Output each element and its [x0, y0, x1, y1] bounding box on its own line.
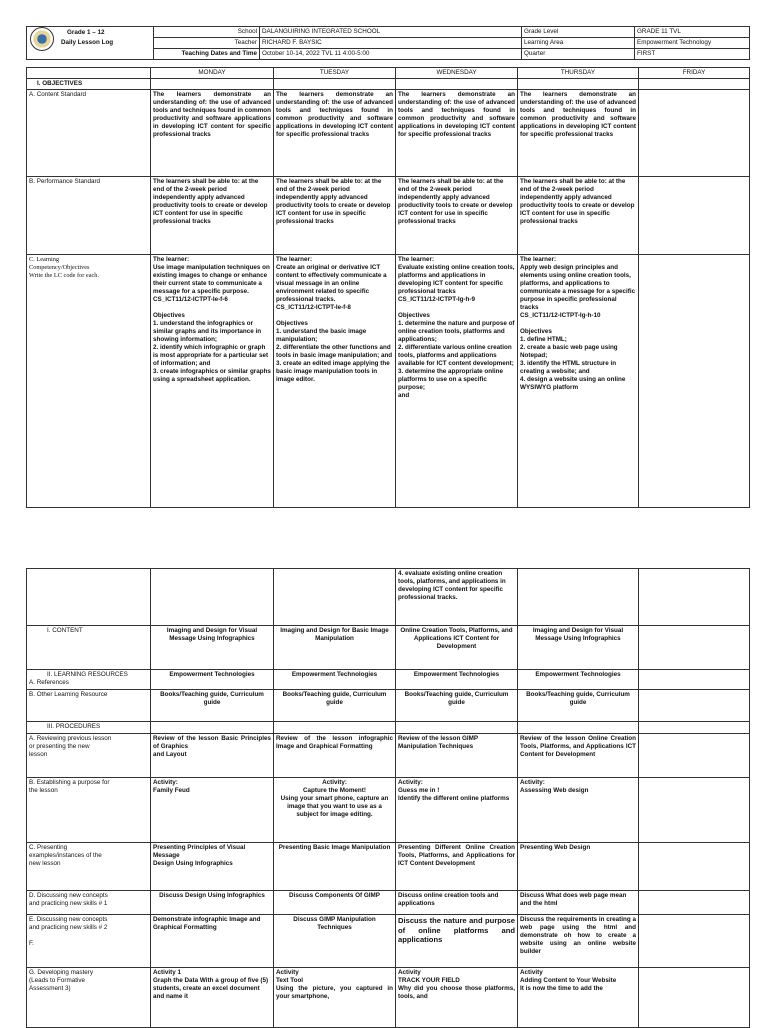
performance-standard-cell: The learners shall be able to: at the end of the 2-week period independently apply advanced productivity tools to create or develop ICT content for use in specific professional tracks: [518, 177, 639, 255]
lesson-table-page2: [26, 568, 750, 1028]
procedure-cell: [639, 968, 750, 1028]
objectives-heading: I. OBJECTIVES: [27, 79, 151, 90]
learning-area-label: Learning Area: [522, 38, 635, 49]
content-standard-cell: The learners demonstrate an understanding of: the use of advanced tools and techniques found in common productivity and software applications in developing ICT content for specific professional tracks: [151, 90, 274, 177]
day-header-thursday: THURSDAY: [518, 68, 639, 79]
performance-standard-cell: The learners shall be able to: at the end of the 2-week period independently apply advanced productivity tools to create or develop ICT content for use in specific professional tracks: [151, 177, 274, 255]
lesson-table-page1: [26, 67, 750, 508]
content-standard-cell: [639, 90, 750, 177]
learning-competency-label: C. Learning Competency/Objectives Write the LC code for each.: [27, 255, 151, 508]
procedure-cell: Review of the lesson Basic Principles of Graphics and Layout: [151, 734, 274, 778]
procedure-cell: Discuss the requirements in creating a web page using the html and demonstrate oh how to create a website using an online website builder: [518, 915, 639, 968]
procedure-cell: [639, 734, 750, 778]
teacher-value: RICHARD F. BAYSIC: [260, 38, 522, 49]
other-resources-cell: Books/Teaching guide, Curriculum guide: [518, 690, 639, 722]
procedure-label-b: B. Establishing a purpose for the lesson: [27, 778, 151, 843]
day-header-tuesday: TUESDAY: [274, 68, 396, 79]
procedure-label-d: D. Discussing new concepts and practicing new skills # 1: [27, 891, 151, 915]
learning-competency-cell: The learner: Apply web design principles and elements using online creation tools, platforms, and applications to communicate a message for a specific purpose in specific professional tracks CS_ICT11/12-ICTPT-Ig-h-10 Objectives 1. define HTML; 2. create a basic web page using Notepad; 3. identify the HTML structure in creating a website; and 4. design a website using an online WYSIWYG platform: [518, 255, 639, 508]
continued-cell: [518, 569, 639, 626]
procedure-cell: Review of the lesson infographic Image and Graphical Formatting: [274, 734, 396, 778]
procedure-cell: Activity: Family Feud: [151, 778, 274, 843]
procedure-cell: Activity TRACK YOUR FIELD Why did you choose those platforms, tools, and: [396, 968, 518, 1028]
content-heading: I. CONTENT: [27, 626, 151, 670]
header-block: [26, 26, 750, 60]
other-resources-cell: Books/Teaching guide, Curriculum guide: [151, 690, 274, 722]
continued-cell: [151, 569, 274, 626]
continued-cell: [274, 569, 396, 626]
content-cell: Online Creation Tools, Platforms, and Applications ICT Content for Development: [396, 626, 518, 670]
other-resources-cell: Books/Teaching guide, Curriculum guide: [274, 690, 396, 722]
school-value: DALANGUIRING INTEGRATED SCHOOL: [260, 27, 522, 38]
performance-standard-cell: The learners shall be able to: at the end of the 2-week period independently apply advanced productivity tools to create or develop ICT content for use in specific professional tracks: [396, 177, 518, 255]
continued-cell: [639, 569, 750, 626]
references-cell: Empowerment Technologies: [518, 670, 639, 690]
other-resources-cell: [639, 690, 750, 722]
grade-level-value: GRADE 11 TVL: [635, 27, 750, 38]
procedure-cell: Review of the lesson Online Creation Tools, Platforms, and Applications ICT Content for Development: [518, 734, 639, 778]
content-standard-label: A. Content Standard: [27, 90, 151, 177]
continued-cell: 4. evaluate existing online creation tools, platforms, and applications in developing ICT content for specific professional tracks.: [396, 569, 518, 626]
day-header-wednesday: WEDNESDAY: [396, 68, 518, 79]
references-cell: Empowerment Technologies: [151, 670, 274, 690]
procedure-label-e: E. Discussing new concepts and practicing new skills # 2 F.: [27, 915, 151, 968]
learning-competency-cell: [639, 255, 750, 508]
quarter-label: Quarter: [522, 49, 635, 60]
procedure-cell: Activity: Assessing Web design: [518, 778, 639, 843]
references-cell: [639, 670, 750, 690]
content-cell: [639, 626, 750, 670]
grade-range: Grade 1 – 12: [67, 29, 105, 36]
procedure-cell: [639, 891, 750, 915]
procedure-cell: [639, 843, 750, 891]
learning-competency-cell: The learner: Create an original or derivative ICT content to effectively communicate a visual message in an online environment related to specific professional tracks. CS_ICT11/12-ICTPT-Ie-f-8 Objectives 1. understand the basic image manipulation; 2. differentiate the other functions and tools in basic image manipulation; and 3. create an edited image applying the basic image manipulation tools in image editor.: [274, 255, 396, 508]
procedure-label-c: C. Presenting examples/instances of the new lesson: [27, 843, 151, 891]
other-resources-label: B. Other Learning Resource: [27, 690, 151, 722]
procedure-cell: Discuss GIMP Manipulation Techniques: [274, 915, 396, 968]
learning-resources-heading: II. LEARNING RESOURCES: [47, 671, 128, 678]
procedure-cell: [639, 915, 750, 968]
log-title: Daily Lesson Log: [61, 39, 114, 46]
school-label: School: [154, 27, 260, 38]
day-header-friday: FRIDAY: [639, 68, 750, 79]
procedure-cell: Discuss Components Of GIMP: [274, 891, 396, 915]
procedure-cell: Activity: Capture the Moment! Using your smart phone, capture an image that you want to use as a subject for image editing.: [274, 778, 396, 843]
procedure-cell: Demonstrate infographic Image and Graphical Formatting: [151, 915, 274, 968]
procedure-cell: Activity: Guess me in ! Identify the different online platforms: [396, 778, 518, 843]
references-cell: Empowerment Technologies: [274, 670, 396, 690]
learning-competency-cell: The learner: Use image manipulation techniques on existing images to change or enhance their current state to communicate a message for a specific purpose. CS_ICT11/12-ICTPT-Ie-f-6 Objectives 1. understand the infographics or similar graphs and its importance in showing information; 2. identify which infographic or graph is most appropriate for a particular set of information; and 3. create infographics or similar graphs using a spreadsheet application.: [151, 255, 274, 508]
procedures-heading: III. PROCEDURES: [27, 722, 151, 734]
content-standard-cell: The learners demonstrate an understanding of: the use of advanced tools and techniques found in common productivity and software applications in developing ICT content for specific professional tracks: [396, 90, 518, 177]
learning-area-value: Empowerment Technology: [635, 38, 750, 49]
content-cell: Imaging and Design for Visual Message Using Infographics: [151, 626, 274, 670]
procedure-cell: Presenting Principles of Visual Message Design Using Infographics: [151, 843, 274, 891]
quarter-value: FIRST: [635, 49, 750, 60]
procedure-cell: Discuss What does web page mean and the html: [518, 891, 639, 915]
learning-competency-cell: The learner: Evaluate existing online creation tools, platforms and applications in developing ICT content for specific professional tracks CS_ICT11/12-ICTPT-Ig-h-9 Objectives 1. determine the nature and purpose of online creation tools, platforms and applications; 2. differentiate various online creation tools, platforms and applications available for ICT content development; 3. determine the appropriate online platforms to use on a specific purpose; and: [396, 255, 518, 508]
dates-label: Teaching Dates and Time: [154, 49, 260, 60]
procedure-cell: Activity Adding Content to Your Website It is now the time to add the: [518, 968, 639, 1028]
content-cell: Imaging and Design for Basic Image Manipulation: [274, 626, 396, 670]
dates-value: October 10-14, 2022 TVL 11 4:00-5:00: [260, 49, 522, 60]
grade-level-label: Grade Level: [522, 27, 635, 38]
procedure-cell: Review of the lesson GIMP Manipulation Techniques: [396, 734, 518, 778]
references-label: A. References: [29, 679, 69, 686]
content-standard-cell: The learners demonstrate an understanding of: the use of advanced tools and techniques found in common productivity and software applications in developing ICT content for specific professional tracks: [274, 90, 396, 177]
procedure-cell: Presenting Web Design: [518, 843, 639, 891]
procedure-label-a: A. Reviewing previous lesson or presenting the new lesson: [27, 734, 151, 778]
references-cell: Empowerment Technologies: [396, 670, 518, 690]
procedure-cell: Discuss the nature and purpose of online platforms and applications: [396, 915, 518, 968]
performance-standard-cell: The learners shall be able to: at the end of the 2-week period independently apply advanced productivity tools to create or develop ICT content for use in specific professional tracks: [274, 177, 396, 255]
performance-standard-cell: [639, 177, 750, 255]
procedure-cell: Presenting Basic Image Manipulation: [274, 843, 396, 891]
procedure-cell: Discuss Design Using Infographics: [151, 891, 274, 915]
procedure-cell: [639, 778, 750, 843]
procedure-cell: Presenting Different Online Creation Tools, Platforms, and Applications for ICT Content Development: [396, 843, 518, 891]
content-cell: Imaging and Design for Visual Message Using Infographics: [518, 626, 639, 670]
other-resources-cell: Books/Teaching guide, Curriculum guide: [396, 690, 518, 722]
day-header-monday: MONDAY: [151, 68, 274, 79]
performance-standard-label: B. Performance Standard: [27, 177, 151, 255]
teacher-label: Teacher: [154, 38, 260, 49]
procedure-cell: Discuss online creation tools and applications: [396, 891, 518, 915]
procedure-cell: Activity Text Tool Using the picture, you captured in your smartphone,: [274, 968, 396, 1028]
content-standard-cell: The learners demonstrate an understanding of: the use of advanced tools and techniques found in common productivity and software applications in developing ICT content for specific professional tracks: [518, 90, 639, 177]
procedure-label-g: G. Developing mastery (Leads to Formative Assessment 3): [27, 968, 151, 1028]
procedure-cell: Activity 1 Graph the Data With a group of five (5) students, create an excel document and name it: [151, 968, 274, 1028]
